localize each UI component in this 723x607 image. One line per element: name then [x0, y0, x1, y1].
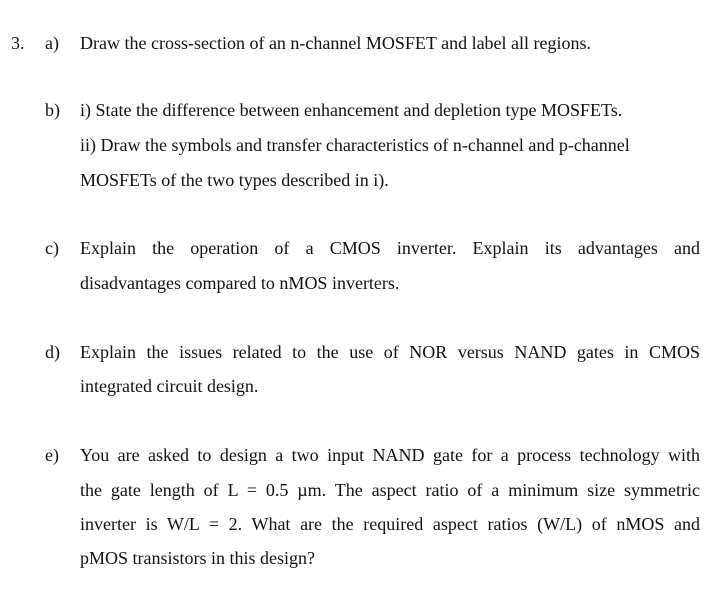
part-c-line-1: Explain the operation of a CMOS inverter. Explain its advantages and — [80, 238, 700, 258]
part-c-line-2: disadvantages compared to nMOS inverters. — [80, 273, 400, 293]
part-d-line-1: Explain the issues related to the use of NOR versus NAND gates in CMOS — [80, 342, 700, 362]
part-label-d: d) — [45, 342, 60, 362]
part-b-line-3: MOSFETs of the two types described in i). — [80, 170, 389, 190]
part-e-line-3: inverter is W/L = 2. What are the required aspect ratios (W/L) of nMOS and — [80, 514, 700, 534]
question-number: 3. — [11, 33, 25, 53]
part-d-line-2: integrated circuit design. — [80, 376, 259, 396]
part-b-line-1: i) State the difference between enhancement and depletion type MOSFETs. — [80, 100, 623, 120]
part-e-line-4: pMOS transistors in this design? — [80, 548, 316, 568]
part-label-c: c) — [45, 238, 59, 258]
part-label-e: e) — [45, 445, 59, 465]
part-e-line-2: the gate length of L = 0.5 µm. The aspect ratio of a minimum size symmetric — [80, 480, 700, 500]
part-label-a: a) — [45, 33, 59, 53]
part-e-line-1: You are asked to design a two input NAND gate for a process technology with — [80, 445, 700, 465]
part-b-line-2: ii) Draw the symbols and transfer characteristics of n-channel and p-channel — [80, 135, 630, 155]
part-label-b: b) — [45, 100, 60, 120]
part-a-line-1: Draw the cross-section of an n-channel MOSFET and label all regions. — [80, 33, 592, 53]
